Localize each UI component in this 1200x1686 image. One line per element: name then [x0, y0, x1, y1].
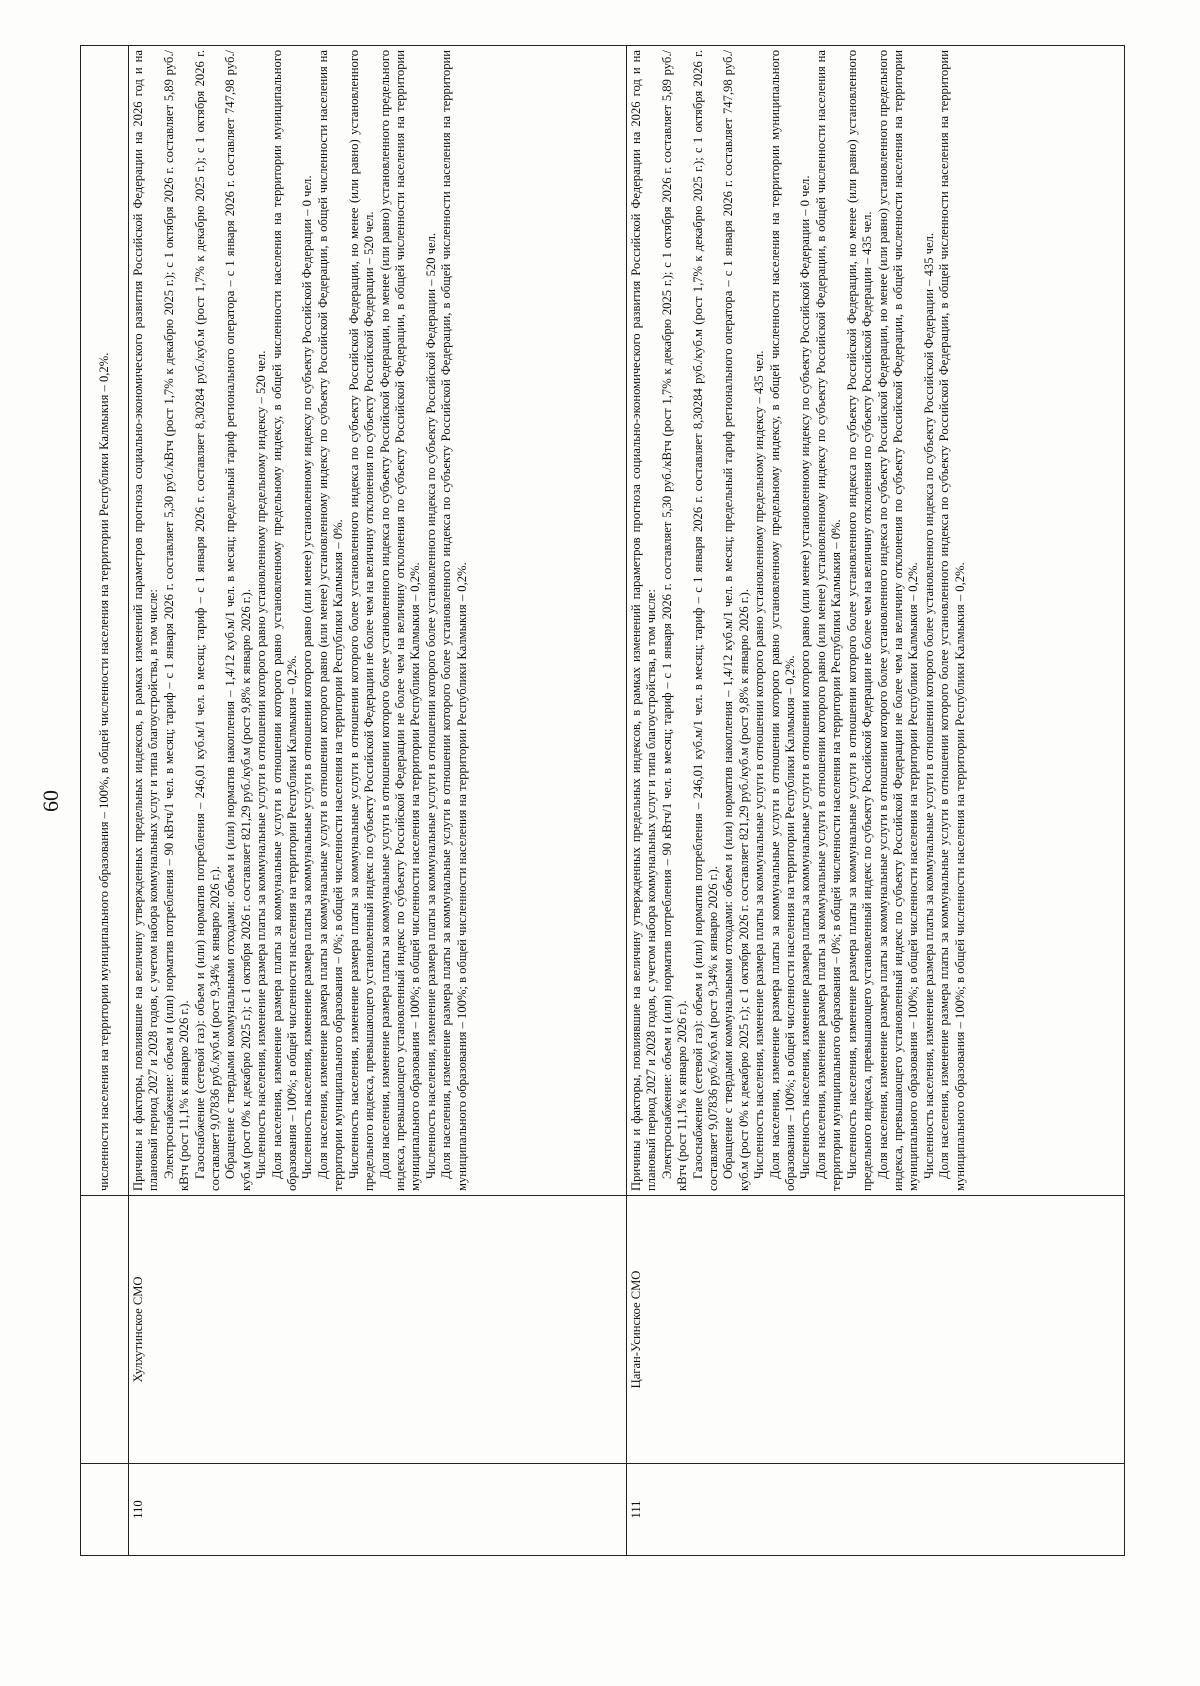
row-number: 111 [627, 1464, 1125, 1556]
table-row-continuation [81, 46, 129, 1556]
paragraph: Доля населения, изменение размера платы за коммунальные услуги в отношении которого равно (или менее) установленному индексу по субъекту Российской Федерации, в общей численности населения на территории муниципального образования – 0%; в общей численности населения на территории Республики Калмыкия – 0%. [813, 50, 844, 1191]
cell-num-empty [81, 1464, 129, 1556]
paragraph: Доля населения, изменение размера платы за коммунальные услуги в отношении которого более установленного индекса по субъекту Российской Федерации, но менее (или равно) установленного предельного индекса, превышающего установленный индекс по субъекту Российской Федерации не более чем на величину отклонения по субъекту Российской Федерации, в общей численности населения на территории муниципального образования – 100%; в общей численности населения на территории Республики Калмыкия – 0,2%. [875, 50, 921, 1191]
paragraph: Доля населения, изменение размера платы за коммунальные услуги в отношении которого более установленного индекса по субъекту Российской Федерации, в общей численности населения на территории муниципального образования – 100%; в общей численности населения на территории Республики Калмыкия – 0,2%. [937, 50, 967, 1191]
paragraph: Обращение с твердыми коммунальными отходами: объем и (или) норматив накопления – 1,4/12 куб.м/1 чел. в месяц; предельный тариф регионального оператора – с 1 января 2026 г. составляет 747,98 руб./куб.м (рост 0% к декабрю 2025 г.); с 1 октября 2026 г. составляет 821,29 руб./куб.м (рост 9,8% к январю 2026 г.). [223, 50, 253, 1191]
paragraph: Численность населения, изменение размера платы за коммунальные услуги в отношении которого более установленного индекса по субъекту Российской Федерации, но менее (или равно) установленного предельного индекса, превышающего установленный индекс по субъекту Российской Федерации не более чем на величину отклонения по субъекту Российской Федерации – 435 чел. [844, 50, 875, 1191]
paragraph: Причины и факторы, повлиявшие на величину утвержденных предельных индексов, в рамках изменений параметров прогноза социально-экономического развития Российской Федерации на 2026 год и на плановый период 2027 и 2028 годов, с учетом набора коммунальных услуг и типа благоустройства, в том числе: [131, 50, 161, 1191]
paragraph: Электроснабжение: объем и (или) норматив потребления – 90 кВтч/1 чел. в месяц; тариф – с 1 января 2026 г. составляет 5,30 руб./кВтч (рост 1,7% к декабрю 2025 г.); с 1 октября 2026 г. составляет 5,89 руб./кВтч (рост 11,1% к январю 2026 г.). [161, 50, 192, 1191]
paragraph: Численность населения, изменение размера платы за коммунальные услуги в отношении которого равно (или менее) установленному индексу по субъекту Российской Федерации – 0 чел. [798, 175, 813, 1179]
tariff-table [80, 45, 1125, 1556]
paragraph: Численность населения, изменение размера платы за коммунальные услуги в отношении которого более установленного индекса по субъекту Российской Федерации, но менее (или равно) установленного предельного индекса, превышающего установленный индекс по субъекту Российской Федерации не более чем на величину отклонения по субъекту Российской Федерации – 520 чел. [346, 50, 377, 1191]
paragraph: Доля населения, изменение размера платы за коммунальные услуги в отношении которого более установленного индекса по субъекту Российской Федерации, но менее (или равно) установленного предельного индекса, превышающего установленный индекс по субъекту Российской Федерации не более чем на величину отклонения по субъекту Российской Федерации, в общей численности населения на территории муниципального образования – 100%; в общей численности населения на территории Республики Калмыкия – 0,2%. [377, 50, 423, 1191]
paragraph: Численность населения, изменение размера платы за коммунальные услуги в отношении которого более установленного индекса по субъекту Российской Федерации – 520 чел. [423, 232, 438, 1179]
page-number: 60 [38, 790, 63, 812]
paragraph: Электроснабжение: объем и (или) норматив потребления – 90 кВтч/1 чел. в месяц; тариф – с 1 января 2026 г. составляет 5,30 руб./кВтч (рост 1,7% к декабрю 2025 г.); с 1 октября 2026 г. составляет 5,89 руб./кВтч (рост 11,1% к январю 2026 г.). [659, 50, 690, 1191]
paragraph: Газоснабжение (сетевой газ): объем и (или) норматив потребления – 246,01 куб.м/1 чел. в месяц; тариф – с 1 января 2026 г. составляет 8,30284 руб./куб.м (рост 1,7% к декабрю 2025 г.); с 1 октября 2026 г. составляет 9,07836 руб./куб.м (рост 9,34% к январю 2026 г.). [192, 50, 223, 1191]
paragraph: Причины и факторы, повлиявшие на величину утвержденных предельных индексов, в рамках изменений параметров прогноза социально-экономического развития Российской Федерации на 2026 год и на плановый период 2027 и 2028 годов, с учетом набора коммунальных услуг и типа благоустройства, в том числе: [629, 50, 659, 1191]
entry-description [129, 46, 627, 1196]
entry-description [627, 46, 1125, 1196]
row-number: 110 [129, 1464, 627, 1556]
municipality-name: Хулхутинское СМО [129, 1196, 627, 1464]
municipality-name: Цаган-Усинское СМО [627, 1196, 1125, 1464]
paragraph: Обращение с твердыми коммунальными отходами: объем и (или) норматив накопления – 1,4/12 куб.м/1 чел. в месяц; предельный тариф регионального оператора – с 1 января 2026 г. составляет 747,98 руб./куб.м (рост 0% к декабрю 2025 г.); с 1 октября 2026 г. составляет 821,29 руб./куб.м (рост 9,8% к январю 2026 г.). [721, 50, 751, 1191]
paragraph: Доля населения, изменение размера платы за коммунальные услуги в отношении которого равно (или менее) установленному индексу по субъекту Российской Федерации, в общей численности населения на территории муниципального образования – 0%; в общей численности населения на территории Республики Калмыкия – 0%. [315, 50, 346, 1191]
paragraph: Численность населения, изменение размера платы за коммунальные услуги в отношении которого равно установленному предельному индексу – 520 чел. [254, 350, 269, 1179]
rotated-page [38, 46, 1120, 1556]
paragraph: Доля населения, изменение размера платы за коммунальные услуги в отношении которого равно установленному предельному индексу, в общей численности населения на территории муниципального образования – 100%; в общей численности населения на территории Республики Калмыкия – 0,2%. [767, 50, 798, 1191]
paragraph: Доля населения, изменение размера платы за коммунальные услуги в отношении которого более установленного индекса по субъекту Российской Федерации, в общей численности населения на территории муниципального образования – 100%; в общей численности населения на территории Республики Калмыкия – 0,2%. [439, 50, 469, 1191]
cell-name-empty [81, 1196, 129, 1464]
continuation-text: численности населения на территории муниципального образования – 100%, в общей численности населения на территории Республики Калмыкия – 0,2%. [97, 352, 112, 1191]
cell-continuation-text [81, 46, 129, 1196]
paragraph: Численность населения, изменение размера платы за коммунальные услуги в отношении которого равно (или менее) установленному индексу по субъекту Российской Федерации – 0 чел. [300, 175, 315, 1179]
paragraph: Численность населения, изменение размера платы за коммунальные услуги в отношении которого более установленного индекса по субъекту Российской Федерации – 435 чел. [921, 232, 936, 1179]
paragraph: Доля населения, изменение размера платы за коммунальные услуги в отношении которого равно установленному предельному индексу, в общей численности населения на территории муниципального образования – 100%; в общей численности населения на территории Республики Калмыкия – 0,2%. [269, 50, 300, 1191]
table-row-entry-111 [627, 46, 1125, 1556]
table-row-entry-110 [129, 46, 627, 1556]
paragraph: Численность населения, изменение размера платы за коммунальные услуги в отношении которого равно установленному предельному индексу – 435 чел. [752, 350, 767, 1179]
paragraph: Газоснабжение (сетевой газ): объем и (или) норматив потребления – 246,01 куб.м/1 чел. в месяц; тариф – с 1 января 2026 г. составляет 8,30284 руб./куб.м (рост 1,7% к декабрю 2025 г.); с 1 октября 2026 г. составляет 9,07836 руб./куб.м (рост 9,34% к январю 2026 г.). [690, 50, 721, 1191]
